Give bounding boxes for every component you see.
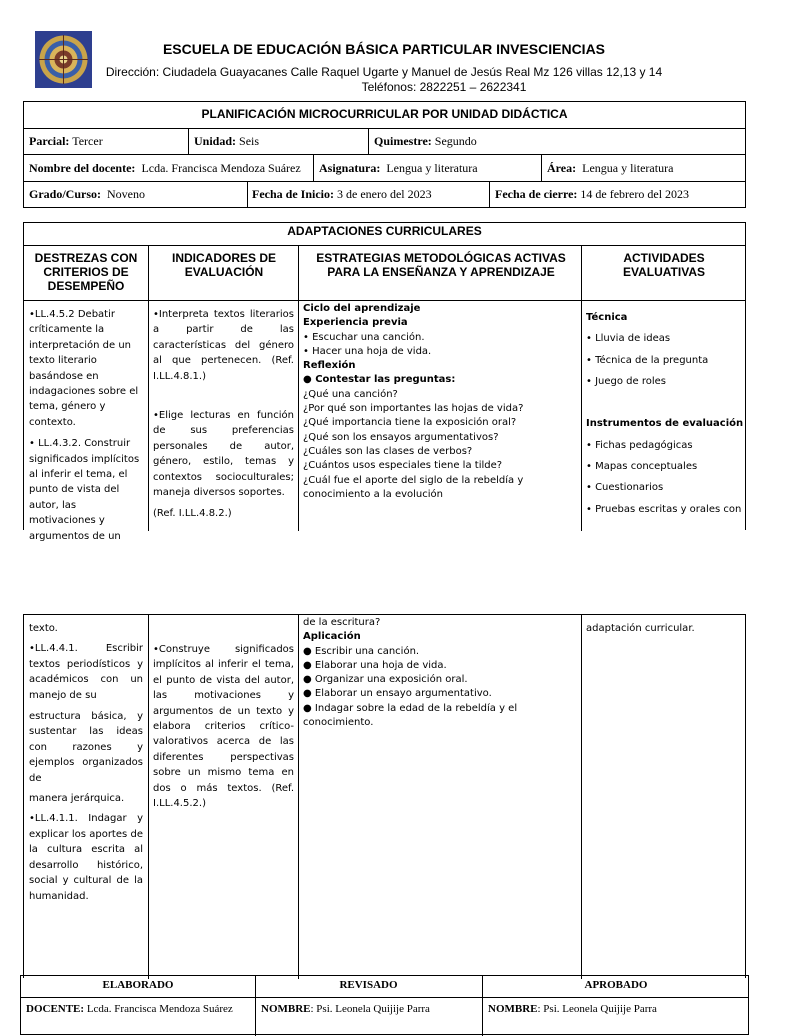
destreza-item: manera jerárquica. <box>29 793 125 805</box>
unidad-field: Unidad: Seis <box>194 134 260 148</box>
adaptations-table-part2 <box>23 614 746 978</box>
actividades-cell-p2 <box>586 621 742 636</box>
grado-field: Grado/Curso: Noveno <box>29 187 145 201</box>
fecha-inicio-field: Fecha de Inicio: 3 de enero del 2023 <box>252 187 432 201</box>
elaborado-docente: DOCENTE: Lcda. Francisca Mendoza Suárez <box>26 1003 233 1015</box>
destrezas-cell-p2 <box>29 621 143 904</box>
signatures-table <box>20 975 749 1035</box>
estrategia-line: ¿Qué una canción? <box>303 388 398 400</box>
revisado-nombre-value: : Psi. Leonela Quijije Parra <box>310 1003 430 1015</box>
fecha-cierre-field: Fecha de cierre: 14 de febrero del 2023 <box>495 187 690 201</box>
estrategia-line: ¿Cuál fue el aporte del siglo de la rebeldía y conocimiento a la evolución <box>303 474 524 500</box>
actividad-line: • Técnica de la pregunta <box>586 354 709 366</box>
estrategia-line: Experiencia previa <box>303 317 408 329</box>
estrategia-line: ● Elaborar una hoja de vida. <box>303 659 447 671</box>
indicador-item: •Construye significados implícitos al inferir el tema, el punto de vista del autor, las motivaciones y argumentos de un texto y elabora criterios crítico-valorativos acerca de las diferentes perspectivas sobre un mismo tema en dos o más textos. (Ref. I.LL.4.5.2.) <box>153 644 294 810</box>
estrategia-line: ● Escribir una canción. <box>303 645 420 657</box>
estrategia-line: ● Elaborar un ensayo argumentativo. <box>303 688 492 700</box>
actividad-line: • Lluvia de ideas <box>586 333 671 345</box>
school-logo <box>35 31 92 88</box>
indicadores-cell-p2 <box>153 642 294 811</box>
actividad-line: Instrumentos de evaluación <box>586 418 744 430</box>
column-header-actividades: ACTIVIDADES EVALUATIVAS <box>622 251 705 279</box>
estrategia-line: • Hacer una hoja de vida. <box>303 345 432 357</box>
elaborado-heading: ELABORADO <box>102 979 174 991</box>
aprobado-nombre: NOMBRE: Psi. Leonela Quijije Parra <box>488 1003 657 1015</box>
parcial-field: Parcial: Tercer <box>29 134 103 148</box>
revisado-heading: REVISADO <box>339 979 398 991</box>
estrategias-cell-p2 <box>303 616 575 730</box>
destreza-item: • LL.4.3.2. Construir significados implícitos al inferir el tema, el punto de vista del autor, las motivaciones y argumentos de un <box>29 438 140 542</box>
adaptations-title: ADAPTACIONES CURRICULARES <box>287 224 482 238</box>
planning-info-table <box>23 101 746 208</box>
destreza-item: texto. <box>29 623 58 634</box>
estrategia-line: ¿Por qué son importantes las hojas de vida? <box>303 403 524 415</box>
actividad-line: adaptación curricular. <box>586 623 695 634</box>
indicador-item: •Interpreta textos literarios a partir de las características del género al que pertenecen. (Ref. I.LL.4.8.1.) <box>153 309 294 382</box>
quimestre-field: Quimestre: Segundo <box>374 134 477 148</box>
area-value: Lengua y literatura <box>582 161 674 175</box>
actividad-line <box>586 392 744 413</box>
grado-value: Noveno <box>107 187 145 201</box>
fecha-inicio-value: 3 de enero del 2023 <box>337 187 432 201</box>
school-name: ESCUELA DE EDUCACIÓN BÁSICA PARTICULAR INVESCIENCIAS <box>162 41 606 57</box>
docente-field: Nombre del docente: Lcda. Francisca Mendoza Suárez <box>29 161 301 175</box>
fecha-cierre-value: 14 de febrero del 2023 <box>580 187 690 201</box>
actividad-line: Técnica <box>586 312 628 323</box>
actividad-line: • Pruebas escritas y orales con <box>586 503 742 515</box>
elaborado-docente-value: Lcda. Francisca Mendoza Suárez <box>86 1003 233 1015</box>
estrategia-line: ● Indagar sobre la edad de la rebeldía y el conocimiento. <box>303 702 518 729</box>
actividad-line: • Mapas conceptuales <box>586 461 698 473</box>
asignatura-value: Lengua y literatura <box>386 161 478 175</box>
estrategia-line: ¿Qué importancia tiene la exposición oral? <box>303 417 517 429</box>
parcial-value: Tercer <box>72 134 103 148</box>
destreza-item: •LL.4.5.2 Debatir críticamente la interpretación de un texto literario basándose en indagaciones sobre el tema, género y contexto. <box>29 309 139 428</box>
planning-title: PLANIFICACIÓN MICROCURRICULAR POR UNIDAD DIDÁCTICA <box>201 107 568 121</box>
destreza-item: •LL.4.4.1. Escribir textos periodísticos y académicos con un manejo de su <box>29 643 143 701</box>
indicador-item: (Ref. I.LL.4.8.2.) <box>153 508 232 520</box>
estrategia-line: ¿Cuáles son las clases de verbos? <box>303 445 473 457</box>
adaptations-table-part1 <box>23 222 746 542</box>
estrategia-line: • Escuchar una canción. <box>303 331 425 343</box>
actividad-line: • Fichas pedagógicas <box>586 439 693 451</box>
estrategia-line: ¿Qué son los ensayos argumentativos? <box>303 431 499 443</box>
estrategia-line: Aplicación <box>303 631 361 643</box>
asignatura-field: Asignatura: Lengua y literatura <box>319 161 478 175</box>
school-address: Dirección: Ciudadela Guayacanes Calle Raquel Ugarte y Manuel de Jesús Real Mz 126 villas 12,13 y 14 <box>105 65 663 79</box>
estrategia-line: de la escritura? <box>303 617 381 628</box>
school-phones: Teléfonos: 2822251 – 2622341 <box>361 80 527 94</box>
estrategia-line: ● Contestar las preguntas: <box>303 374 456 386</box>
indicadores-cell-p1 <box>153 307 294 529</box>
area-field: Área: Lengua y literatura <box>547 161 674 175</box>
estrategia-line: Reflexión <box>303 360 356 372</box>
column-header-destrezas: DESTREZAS CON CRITERIOS DE DESEMPEÑO <box>34 251 138 293</box>
aprobado-nombre-value: : Psi. Leonela Quijije Parra <box>537 1003 657 1015</box>
actividad-line: • Cuestionarios <box>586 482 664 494</box>
destreza-item: estructura básica, y sustentar las ideas con razones y ejemplos organizados de <box>29 711 143 784</box>
actividad-line: • Juego de roles <box>586 375 666 387</box>
destrezas-cell-p1 <box>29 307 145 542</box>
revisado-nombre: NOMBRE: Psi. Leonela Quijije Parra <box>261 1003 430 1015</box>
estrategia-line: ● Organizar una exposición oral. <box>303 674 468 686</box>
estrategia-line: Ciclo del aprendizaje <box>303 303 421 314</box>
actividades-cell-p1 <box>586 307 744 529</box>
aprobado-heading: APROBADO <box>584 979 648 991</box>
unidad-value: Seis <box>239 134 260 148</box>
destreza-item: •LL.4.1.1. Indagar y explicar los aportes de la cultura escrita al desarrollo histórico, social y cultural de la humanidad. <box>29 813 143 902</box>
estrategias-cell-p1 <box>303 302 578 530</box>
estrategia-line: ¿Cuántos usos especiales tiene la tilde? <box>303 460 503 472</box>
column-header-indicadores: INDICADORES DE EVALUACIÓN <box>171 251 276 279</box>
quimestre-value: Segundo <box>434 134 477 148</box>
column-header-estrategias: ESTRATEGIAS METODOLÓGICAS ACTIVAS PARA LA ENSEÑANZA Y APRENDIZAJE <box>316 251 566 279</box>
docente-value: Lcda. Francisca Mendoza Suárez <box>141 161 301 175</box>
indicador-item: •Elige lecturas en función de sus preferencias personales de autor, género, estilo, temas y contextos socioculturales; maneja diversos soportes. <box>153 410 294 499</box>
